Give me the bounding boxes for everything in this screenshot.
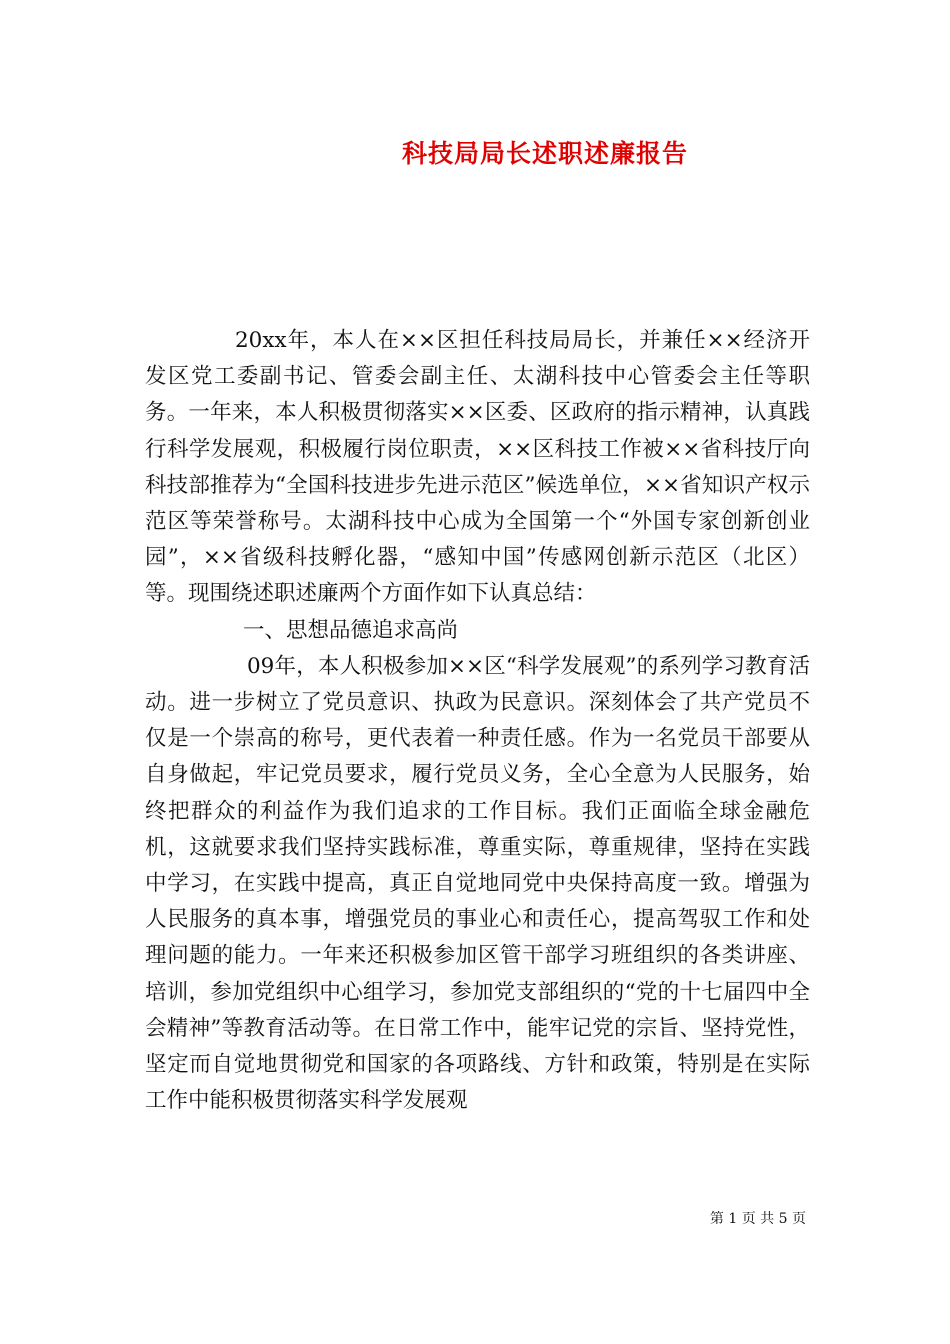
document-title: 科技局局长述职述廉报告 (401, 139, 688, 168)
document-body (145, 323, 810, 1119)
section-heading: 一、思想品德追求高尚 (243, 617, 459, 643)
section-paragraph: 09年，本人积极参加××区“科学发展观”的系列学习教育活动。进一步树立了党员意识、执政为民意识。深刻体会了共产党员不仅是一个崇高的称号，更代表着一种责任感。作为一名党员干部要从自身做起，牢记党员要求，履行党员义务，全心全意为人民服务，始终把群众的利益作为我们追求的工作目标。我们正面临全球金融危机，这就要求我们坚持实践标准，尊重实际，尊重规律，坚持在实践中学习，在实践中提高，真正自觉地同党中央保持高度一致。增强为人民服务的真本事，增强党员的事业心和责任心，提高驾驭工作和处理问题的能力。一年来还积极参加区管干部学习班组织的各类讲座、培训，参加党组织中心组学习，参加党支部组织的“党的十七届四中全会精神”等教育活动等。在日常工作中，能牢记党的宗旨、坚持党性，坚定而自觉地贯彻党和国家的各项路线、方针和政策，特别是在实际工作中能积极贯彻落实科学发展观 (145, 653, 810, 1114)
intro-paragraph: 20xx年，本人在××区担任科技局局长，并兼任××经济开发区党工委副书记、管委会副主任、太湖科技中心管委会主任等职务。一年来，本人积极贯彻落实××区委、区政府的指示精神，认真践行科学发展观，积极履行岗位职责，××区科技工作被××省科技厅向科技部推荐为“全国科技进步先进示范区”候选单位，××省知识产权示范区等荣誉称号。太湖科技中心成为全国第一个“外国专家创新创业园”，××省级科技孵化器，“感知中国”传感网创新示范区（北区）等。现围绕述职述廉两个方面作如下认真总结： (145, 328, 810, 607)
page-number: 第 1 页 共 5 页 (709, 1211, 806, 1227)
